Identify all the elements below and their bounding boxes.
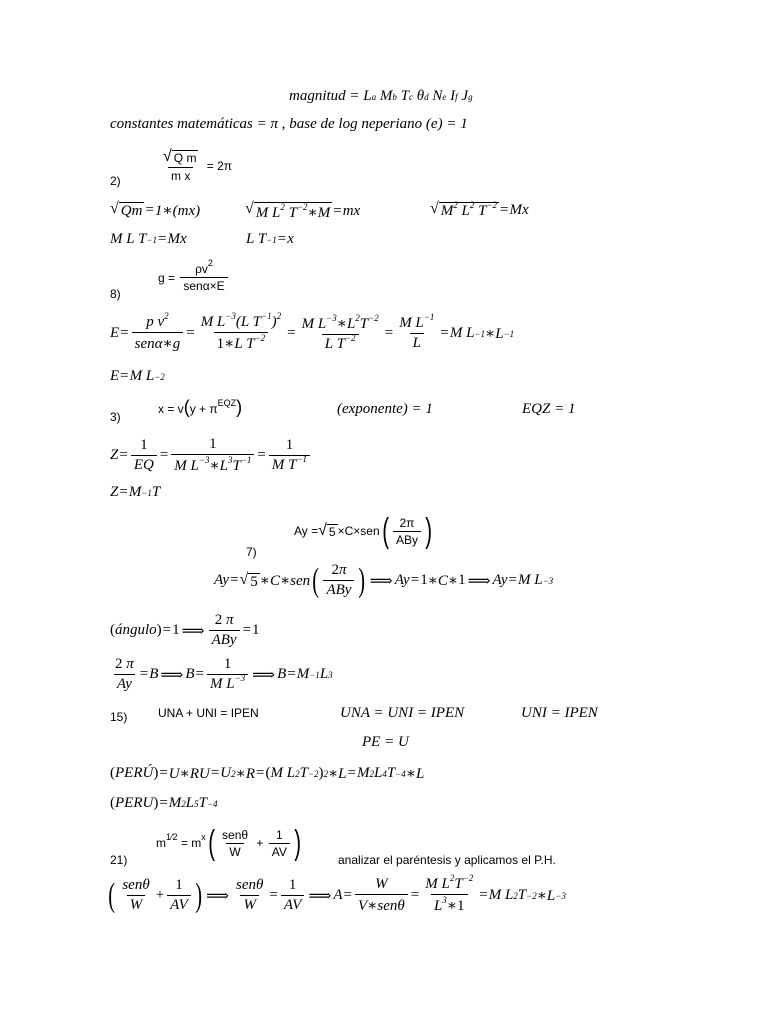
problem-8-statement: g = $\frac{\rho v^2}{\text{senα×E}}$ — [158, 262, 230, 293]
problem-7-b-result: $\frac{2 \pi}{Ay}$ = B ⟹ B = $\frac{1}{M L^{-3}}$ ⟹ B = M −1 L 3 — [115, 656, 333, 692]
problem-3-statement: $x = v(y + \pi^{EQZ})$ — [158, 397, 243, 417]
problem-number-15: 15) — [110, 710, 128, 724]
magnitude-formula: magnitud = L a M b T c θ d N e I f J g — [289, 88, 473, 104]
problem-2-step1: √ Qm = 1∗(mx) — [110, 200, 201, 219]
problem-number-7: 7) — [246, 545, 257, 559]
problem-7-derivation: Ay = √ 5 ∗C∗sen ( $\frac{2\pi}{\text{ABy}}$ ) ⟹ Ay = 1 ∗C∗ 1 ⟹ Ay = M L −3 — [214, 561, 554, 599]
angle-condition: ( ángulo ) = 1 ⟹ $\frac{2 \pi}{\text{ABy}}$ = 1 — [110, 612, 260, 648]
problem-number-2: 2) — [110, 174, 121, 188]
problem-2-statement: √ Q m m x = 2π — [163, 148, 233, 183]
problem-8-derivation: E = $\frac{p v^2}{\text{senα∗g}}$ = $\frac{M L^{-3}(L T^{-1})^2}{1∗L T^{-2}}$ = $\frac{M L^{-3}∗L^2T^{-2}}{L T^{-2}}$ = $\frac{M L^{-1}}{L}$ = M L −1 ∗L −1 — [110, 311, 515, 352]
problem-3-derivation: Z = $\frac{1}{EQ}$ = $\frac{1}{M L^{-3}∗L^3T^{-1}}$ = $\frac{1}{M T^{-1}}$ — [110, 436, 312, 475]
problem-21-statement: $m^{1⁄2} = m^x$ ( $\frac{\text{senθ}}{W}$ + $\frac{1}{AV}$ ) — [156, 824, 301, 862]
problem-2-step3: √ $M^2$ $L^2$ $T^{-2}$ = Mx — [430, 200, 529, 219]
problem-21-derivation: ( $\frac{\text{senθ}}{W}$ + $\frac{1}{AV}$ ) ⟹ $\frac{\text{senθ}}{W}$ = $\frac{1}{AV}$ ⟹ A = $\frac{W}{\text{V∗senθ}}$ = $\frac{M L^2T^{-2}}{L^3∗1}$ = M L 2 T −2 ∗L −3 — [108, 873, 566, 914]
constants-line: constantes matemáticas = π , base de log neperiano (e) = 1 — [110, 116, 468, 132]
problem-15-derivation: ( PERÚ ) = U∗RU = U 2 ∗R = ( M L 2 T −2 ) 2 ∗L = M 2 L 4 T −4 ∗L — [110, 765, 425, 782]
problem-15-statement: UNA + UNI = IPEN — [158, 706, 259, 720]
problem-2-result2: L T −1 = x — [246, 231, 294, 247]
problem-2-result1: M L T −1 = Mx — [110, 231, 187, 247]
problem-3-result: Z = M −1 T — [110, 484, 161, 500]
problem-8-result: E = M L −2 — [110, 368, 165, 384]
problem-number-3: 3) — [110, 410, 121, 424]
problem-7-statement: Ay = √ 5 ×C×sen ( $\frac{2\pi}{\text{ABy}}$ ) — [294, 512, 433, 550]
exponent-condition: (exponente) = 1 — [337, 401, 433, 417]
problem-15-pe: PE = U — [362, 734, 409, 750]
problem-15-eq1: UNA = UNI = IPEN — [340, 705, 465, 721]
problem-2-step2: √ M $L^2$ $T^{-2}∗M$ = mx — [245, 200, 361, 221]
eqz-condition: EQZ = 1 — [522, 401, 576, 417]
problem-15-eq2: UNI = IPEN — [521, 705, 598, 721]
problem-15-result: ( PERU ) = M 2 L 5 T −4 — [110, 795, 218, 811]
problem-number-21: 21) — [110, 853, 128, 867]
problem-number-8: 8) — [110, 287, 121, 301]
magnitude-text: magnitud = L — [289, 88, 372, 104]
problem-21-note: analizar el paréntesis y aplicamos el P.H. — [338, 853, 556, 867]
